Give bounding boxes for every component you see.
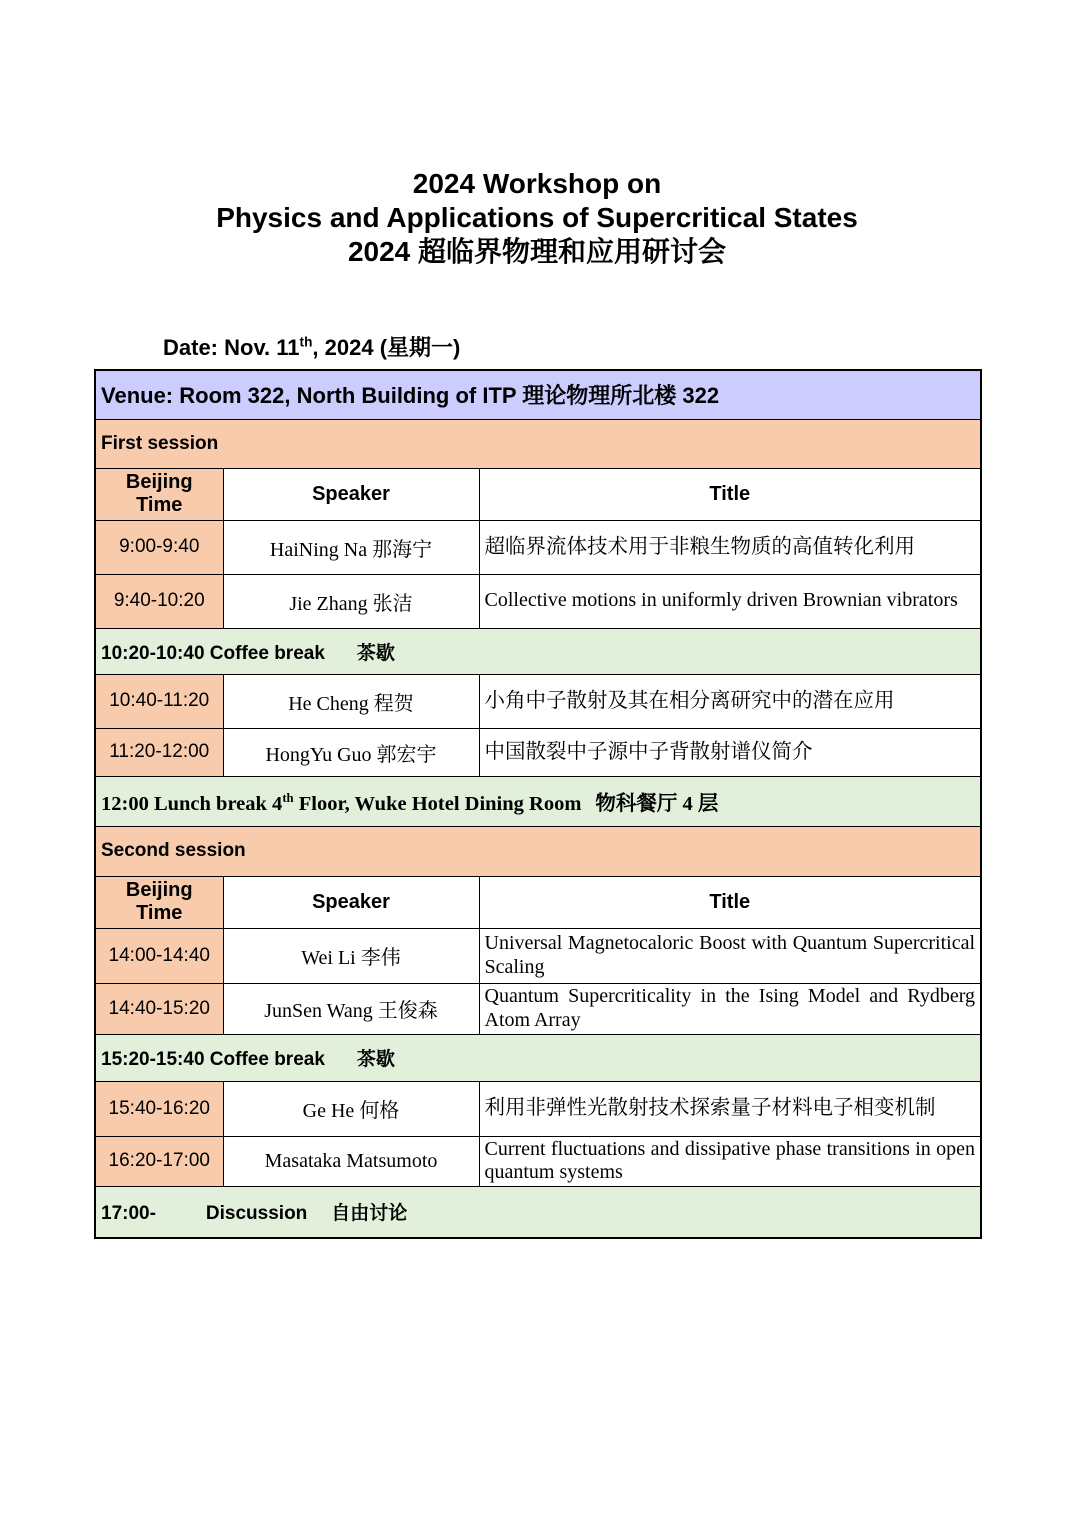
talk-row [95,928,981,983]
lunch-break-superscript: th [282,791,294,806]
title-cell: 利用非弹性光散射技术探索量子材料电子相变机制 [479,1081,981,1136]
title-cell: 超临界流体技术用于非粮生物质的高值转化利用 [479,520,981,574]
time-cell: 16:20-17:00 [95,1136,223,1186]
date-text-post: , 2024 (星期一) [312,335,461,360]
column-header-row-1 [95,468,981,520]
title-cell: 小角中子散射及其在相分离研究中的潜在应用 [479,674,981,728]
coffee-break-1-text: 10:20-10:40 Coffee break [101,642,325,664]
speaker-cell: JunSen Wang 王俊森 [223,983,479,1034]
title-cell: Collective motions in uniformly driven Brownian vibrators [479,574,981,628]
coffee-break-1 [95,628,981,674]
first-session-label: First session [95,419,981,468]
talk-row [95,983,981,1034]
title-line-cjk: 2024 超临界物理和应用研讨会 [347,236,727,267]
title-cell: 中国散裂中子源中子背散射谱仪简介 [479,728,981,776]
coffee-break-row-1 [95,628,981,674]
column-header-speaker-1: Speaker [223,468,479,520]
talk-row [95,520,981,574]
time-cell: 10:40-11:20 [95,674,223,728]
column-header-title-1: Title [479,468,981,520]
speaker-cell: Jie Zhang 张洁 [223,574,479,628]
first-session-row [95,419,981,468]
discussion-time: 17:00- [101,1203,156,1225]
date-text-pre: Date: Nov. 11 [163,335,300,360]
schedule-table [94,369,982,1239]
discussion-cjk: 自由讨论 [331,1203,408,1225]
venue-banner: Venue: Room 322, North Building of ITP 理论物理所北楼 322 [95,370,981,419]
speaker-cell: HongYu Guo 郭宏宇 [223,728,479,776]
speaker-cell: Wei Li 李伟 [223,928,479,983]
talk-row [95,574,981,628]
column-header-title-2: Title [479,876,981,928]
column-header-speaker-2: Speaker [223,876,479,928]
time-cell: 14:00-14:40 [95,928,223,983]
time-cell: 9:40-10:20 [95,574,223,628]
discussion [95,1186,981,1238]
venue-row [95,370,981,419]
coffee-break-2-text: 15:20-15:40 Coffee break [101,1049,325,1070]
date-superscript: th [299,334,313,350]
title-line-en-1: 2024 Workshop on [412,168,662,199]
talk-row [95,1081,981,1136]
second-session-label: Second session [95,826,981,876]
lunch-break-text-post: Floor, Wuke Hotel Dining Room [293,793,582,815]
discussion-row [95,1186,981,1238]
column-header-time-1: Beijing Time [95,468,223,520]
lunch-break-row [95,776,981,826]
page-title [0,0,1074,269]
time-cell: 14:40-15:20 [95,983,223,1034]
lunch-break [95,776,981,826]
speaker-cell: HaiNing Na 那海宁 [223,520,479,574]
title-cell: Current fluctuations and dissipative phase transitions in open quantum systems [479,1136,981,1186]
time-cell: 15:40-16:20 [95,1081,223,1136]
lunch-break-cjk: 物科餐厅 4 层 [595,793,719,815]
column-header-time-2: Beijing Time [95,876,223,928]
speaker-cell: Ge He 何格 [223,1081,479,1136]
column-header-row-2 [95,876,981,928]
coffee-break-2-cjk: 茶歇 [356,1049,395,1070]
speaker-cell: He Cheng 程贺 [223,674,479,728]
speaker-cell: Masataka Matsumoto [223,1136,479,1186]
coffee-break-row-2 [95,1034,981,1081]
title-line-en-2: Physics and Applications of Supercritical States [216,202,858,233]
lunch-break-text-pre: 12:00 Lunch break 4 [101,793,283,815]
discussion-label: Discussion [205,1203,308,1225]
talk-row [95,728,981,776]
time-cell: 9:00-9:40 [95,520,223,574]
title-cell: Quantum Supercriticality in the Ising Model and Rydberg Atom Array [479,983,981,1034]
title-cell: Universal Magnetocaloric Boost with Quantum Supercritical Scaling [479,928,981,983]
second-session-row [95,826,981,876]
talk-row [95,1136,981,1186]
coffee-break-1-cjk: 茶歇 [356,642,395,664]
time-cell: 11:20-12:00 [95,728,223,776]
date-line [163,331,1074,362]
talk-row [95,674,981,728]
coffee-break-2 [95,1034,981,1081]
